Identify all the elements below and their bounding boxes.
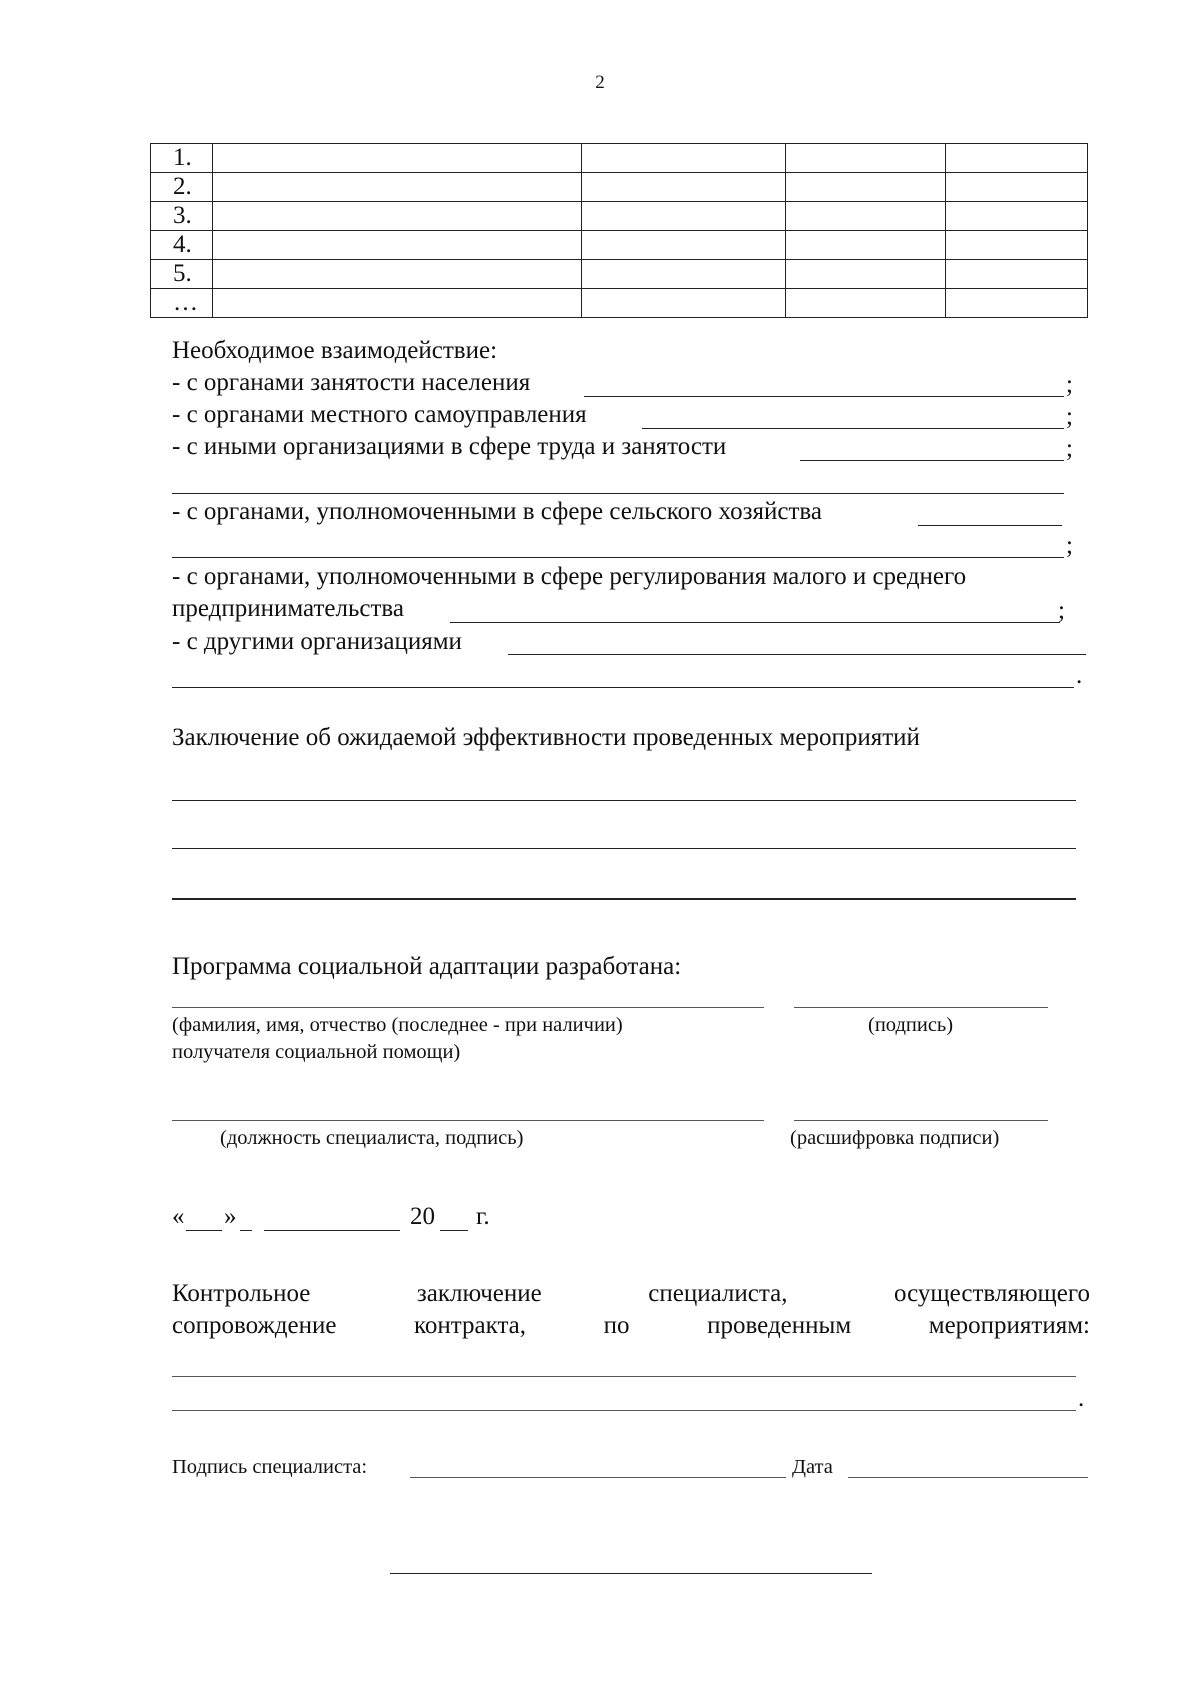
date-year-suffix: г. <box>476 1203 490 1230</box>
date-open-quote: « <box>172 1203 185 1230</box>
table-cell[interactable] <box>582 173 786 202</box>
table-cell[interactable] <box>582 144 786 173</box>
signature-decoding-field[interactable] <box>794 1120 1048 1121</box>
table-cell[interactable] <box>786 144 946 173</box>
interaction-employment-field[interactable] <box>584 396 1064 397</box>
interaction-small-business-label-continued: предпринимательства <box>172 595 404 622</box>
control-word: заключение <box>416 1280 542 1307</box>
row-number: … <box>151 289 213 318</box>
fio-caption: (фамилия, имя, отчество (последнее - при наличии) <box>172 1014 623 1036</box>
control-field-line-2[interactable] <box>172 1410 1076 1411</box>
table-cell[interactable] <box>946 173 1088 202</box>
interaction-heading: Необходимое взаимодействие: <box>172 337 498 364</box>
activities-table <box>150 143 1088 318</box>
table-cell[interactable] <box>946 144 1088 173</box>
table-cell[interactable] <box>786 289 946 318</box>
table-row <box>151 231 1088 260</box>
table-cell[interactable] <box>582 231 786 260</box>
table-cell[interactable] <box>582 260 786 289</box>
interaction-local-government-field[interactable] <box>642 428 1064 429</box>
interaction-other-orgs-field-continued[interactable] <box>172 687 1074 688</box>
control-word: специалиста, <box>648 1280 788 1307</box>
interaction-labor-orgs-field[interactable] <box>800 460 1064 461</box>
specialist-signature-field[interactable] <box>410 1477 786 1478</box>
period: . <box>1076 662 1083 689</box>
table-cell[interactable] <box>946 289 1088 318</box>
table-cell[interactable] <box>786 173 946 202</box>
table-cell[interactable] <box>582 202 786 231</box>
table-cell[interactable] <box>213 289 582 318</box>
date-year-prefix: 20 <box>410 1203 435 1230</box>
control-word: сопровождение <box>172 1312 337 1339</box>
table-row <box>151 173 1088 202</box>
date-close-quote: » <box>224 1203 237 1230</box>
control-heading-line-2 <box>172 1311 1090 1341</box>
conclusion-field-line-1[interactable] <box>172 800 1076 801</box>
recipient-signature-field[interactable] <box>794 1007 1048 1008</box>
table-cell[interactable] <box>213 231 582 260</box>
interaction-agriculture-field-continued[interactable] <box>172 557 1064 558</box>
table-row <box>151 260 1088 289</box>
table-cell[interactable] <box>213 173 582 202</box>
row-number: 2. <box>151 173 213 202</box>
position-caption: (должность специалиста, подпись) <box>220 1127 524 1149</box>
table-cell[interactable] <box>786 231 946 260</box>
decoding-caption: (расшифровка подписи) <box>790 1127 1000 1149</box>
table-row <box>151 144 1088 173</box>
date-day-field[interactable] <box>186 1230 222 1231</box>
interaction-other-orgs-field[interactable] <box>508 654 1086 655</box>
semicolon: ; <box>1066 403 1073 430</box>
document-end-rule <box>390 1573 872 1574</box>
table-cell[interactable] <box>582 289 786 318</box>
control-word: осуществляющего <box>894 1280 1090 1307</box>
signature-caption: (подпись) <box>868 1014 954 1036</box>
table-cell[interactable] <box>213 260 582 289</box>
conclusion-field-line-2[interactable] <box>172 848 1076 849</box>
table-cell[interactable] <box>213 202 582 231</box>
date-month-field[interactable] <box>264 1230 400 1231</box>
control-word: по <box>603 1312 630 1339</box>
interaction-local-government-label: - с органами местного самоуправления <box>172 401 587 428</box>
semicolon: ; <box>1066 371 1073 398</box>
semicolon: ; <box>1066 435 1073 462</box>
table-row <box>151 289 1088 318</box>
interaction-employment-label: - с органами занятости населения <box>172 369 531 396</box>
interaction-other-orgs-label: - с другими организациями <box>172 628 462 655</box>
page-number: 2 <box>595 72 605 93</box>
semicolon: ; <box>1066 532 1073 559</box>
row-number: 4. <box>151 231 213 260</box>
conclusion-field-line-3[interactable] <box>172 898 1076 900</box>
table-cell[interactable] <box>946 260 1088 289</box>
date-separator <box>240 1230 252 1231</box>
table-cell[interactable] <box>786 260 946 289</box>
fio-caption-continued: получателя социальной помощи) <box>172 1041 461 1063</box>
table-cell[interactable] <box>946 231 1088 260</box>
date-year-field[interactable] <box>440 1230 468 1231</box>
interaction-labor-orgs-field-continued[interactable] <box>172 493 1064 494</box>
control-word: контракта, <box>414 1312 527 1339</box>
program-heading: Программа социальной адаптации разработана: <box>172 953 682 980</box>
control-word: Контрольное <box>172 1280 311 1307</box>
conclusion-heading: Заключение об ожидаемой эффективности проведенных мероприятий <box>172 724 920 751</box>
row-number: 3. <box>151 202 213 231</box>
control-heading-line-1 <box>172 1279 1090 1309</box>
interaction-small-business-label: - с органами, уполномоченными в сфере регулирования малого и среднего <box>172 563 967 590</box>
control-word: проведенным <box>707 1312 852 1339</box>
period: . <box>1078 1385 1085 1412</box>
interaction-agriculture-field[interactable] <box>918 525 1062 526</box>
date-field[interactable] <box>848 1477 1088 1478</box>
control-word: мероприятиям: <box>928 1312 1090 1339</box>
table-row <box>151 202 1088 231</box>
table-cell[interactable] <box>786 202 946 231</box>
specialist-signature-label: Подпись специалиста: <box>172 1456 368 1478</box>
control-field-line-1[interactable] <box>172 1376 1076 1377</box>
interaction-labor-orgs-label: - с иными организациями в сфере труда и занятости <box>172 433 727 460</box>
row-number: 1. <box>151 144 213 173</box>
row-number: 5. <box>151 260 213 289</box>
specialist-position-field[interactable] <box>172 1120 764 1121</box>
date-label: Дата <box>792 1456 833 1478</box>
semicolon: ; <box>1058 597 1065 624</box>
table-cell[interactable] <box>213 144 582 173</box>
recipient-fio-field[interactable] <box>172 1007 764 1008</box>
table-cell[interactable] <box>946 202 1088 231</box>
interaction-small-business-field[interactable] <box>450 622 1060 623</box>
interaction-agriculture-label: - с органами, уполномоченными в сфере сельского хозяйства <box>172 498 822 525</box>
